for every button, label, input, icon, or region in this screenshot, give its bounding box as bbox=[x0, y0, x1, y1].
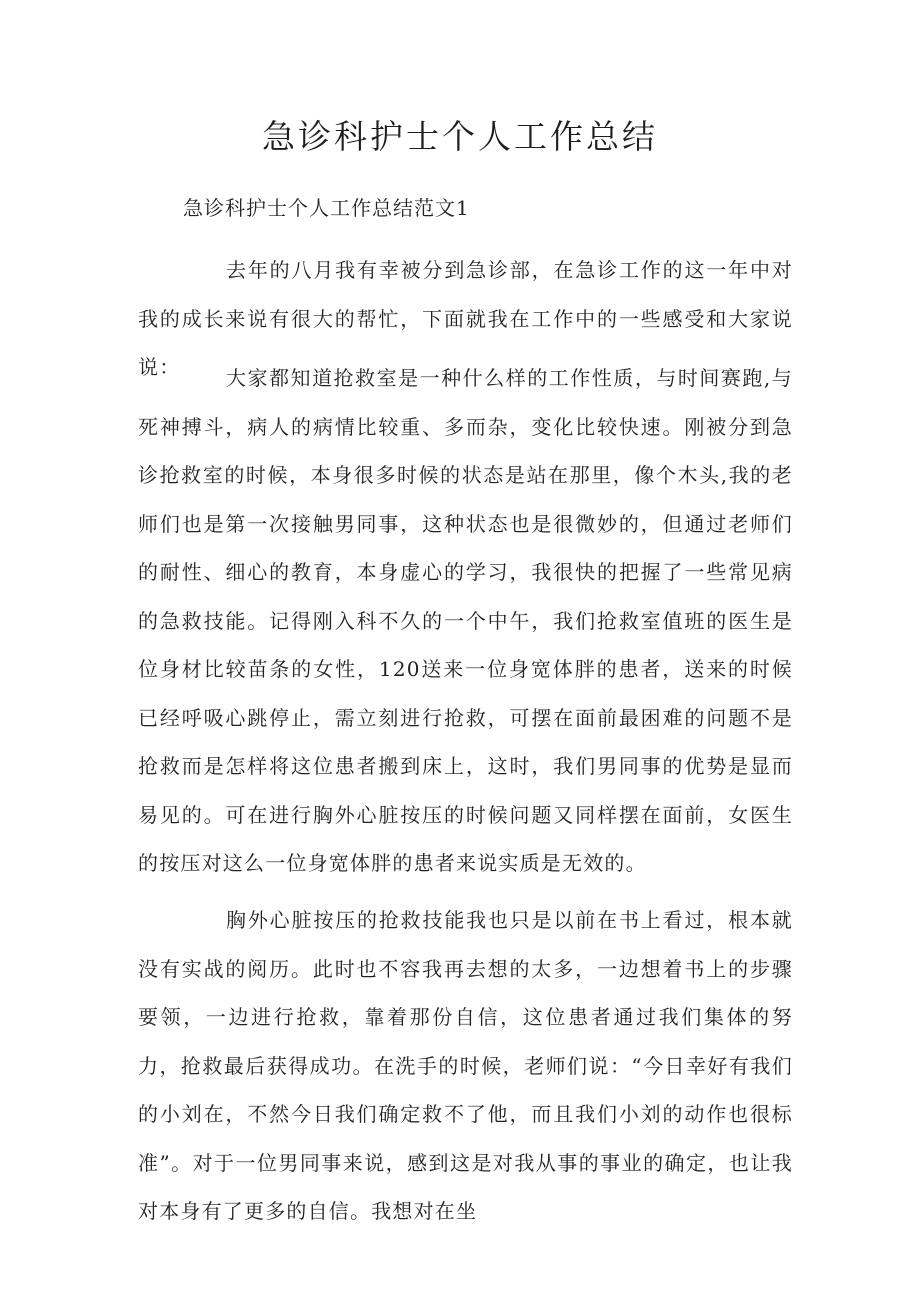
paragraph-cpr: 胸外心脏按压的抢救技能我也只是以前在书上看过，根本就没有实战的阅历。此时也不容我再去想的太多，一边想着书上的步骤要领，一边进行抢救，靠着那份自信，这位患者通过我们集体的努力，抢救最后获得成功。在洗手的时候，老师们说：“今日幸好有我们的小刘在，不然今日我们确定救不了他，而且我们小刘的动作也很标准”。对于一位男同事来说，感到这是对我从事的事业的确定，也让我对本身有了更多的自信。我想对在坐 bbox=[138, 908, 793, 1223]
paragraph-rescue-room: 大家都知道抢救室是一种什么样的工作性质，与时间赛跑,与死神搏斗，病人的病情比较重、多而杂，变化比较快速。刚被分到急诊抢救室的时候，本身很多时候的状态是站在那里，像个木头,我的老师们也是第一次接触男同事，这种状态也是很微妙的，但通过老师们的耐性、细心的教育，本身虚心的学习，我很快的把握了一些常见病的急救技能。记得刚入科不久的一个中午，我们抢救室值班的医生是位身材比较苗条的女性，120送来一位身宽体胖的患者，送来的时候已经呼吸心跳停止，需立刻进行抢救，可摆在面前最困难的问题不是抢救而是怎样将这位患者搬到床上，这时，我们男同事的优势是显而易见的。可在进行胸外心脏按压的时候问题又同样摆在面前，女医生的按压对这么一位身宽体胖的患者来说实质是无效的。 bbox=[138, 366, 793, 875]
document-subtitle: 急诊科护士个人工作总结范文1 bbox=[183, 196, 470, 220]
paragraph-intro: 去年的八月我有幸被分到急诊部，在急诊工作的这一年中对我的成长来说有很大的帮忙，下面就我在工作中的一些感受和大家说说： bbox=[138, 258, 793, 379]
document-title: 急诊科护士个人工作总结 bbox=[262, 117, 658, 156]
